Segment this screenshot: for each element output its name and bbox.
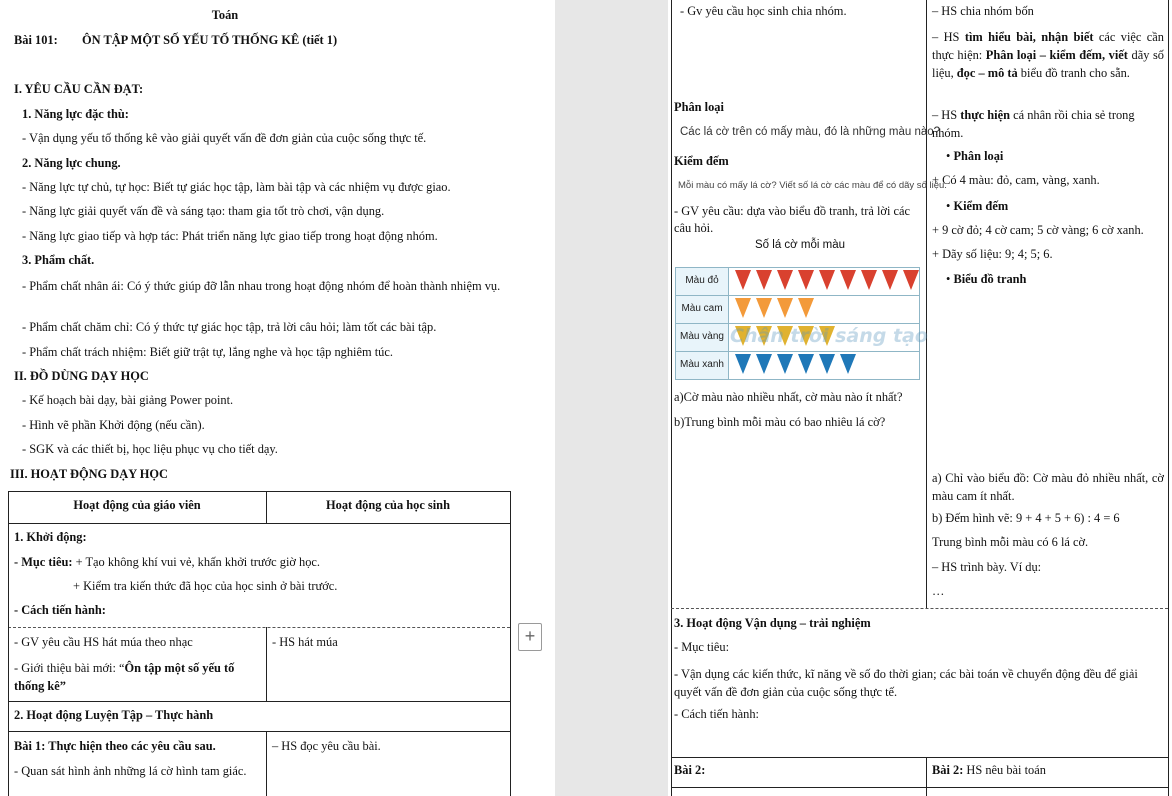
subject-title: Toán	[211, 8, 239, 22]
goal-a: + Tạo không khí vui vẻ, khấn khởi trước giờ học.	[75, 555, 321, 569]
chart-flag	[819, 354, 835, 374]
answer-a: a) Chỉ vào biểu đồ: Cờ màu đỏ nhiều nhất, cờ màu cam ít nhất.	[932, 471, 1164, 503]
chart-flag	[735, 270, 751, 290]
text-line: - Năng lực giải quyết vấn đề và sáng tạo: tham gia tốt trò chơi, vận dụng.	[22, 204, 385, 218]
lesson-number: Bài 101:	[14, 33, 58, 47]
text-line: - Năng lực giao tiếp và hợp tác: Phát triển năng lực giao tiếp trong hoạt động nhóm.	[22, 229, 438, 243]
ellipsis: …	[932, 584, 945, 598]
heading-count: Kiểm đếm	[674, 154, 729, 168]
section-materials: II. ĐỒ DÙNG DẠY HỌC	[14, 369, 149, 383]
teacher-step: - Gv yêu cầu học sinh chia nhóm.	[680, 4, 847, 18]
table-header-teacher: Hoạt động của giáo viên	[73, 498, 201, 512]
teacher-step-intro: - Giới thiệu bài mới: “Ôn tập một số yếu tố thống kê”	[14, 661, 235, 693]
text-line: - Phẩm chất nhân ái: Có ý thức giúp đỡ lẫn nhau trong hoạt động nhóm để hoàn thành nhiệm vụ.	[22, 279, 501, 293]
table-header-student: Hoạt động của học sinh	[326, 498, 450, 512]
goal-text: - Vận dụng các kiến thức, kĩ năng về số đo thời gian; các bài toán về chuyển động đều để giải quyết vấn đề đơn giản của cuộc sống thực tế.	[674, 667, 1138, 699]
chart-flag	[756, 270, 772, 290]
text-line: - Phẩm chất trách nhiệm: Biết giữ trật tự, lắng nghe và học tập nghiêm túc.	[22, 345, 393, 359]
chart-flag	[777, 270, 793, 290]
question-colors: Các lá cờ trên có mấy màu, đó là những màu nào?	[680, 126, 941, 138]
answer-classify: + Có 4 màu: đỏ, cam, vàng, xanh.	[932, 173, 1100, 187]
goal-label: - Mục tiêu:	[14, 555, 73, 569]
heading-specific-competence: 1. Năng lực đặc thù:	[22, 107, 129, 121]
heading-classify: Phân loại	[674, 100, 724, 114]
chart-flag	[777, 298, 793, 318]
heading-qualities: 3. Phẩm chất.	[22, 253, 95, 267]
chart-flag	[756, 354, 772, 374]
chart-flag	[840, 270, 856, 290]
chart-flag	[903, 270, 919, 290]
teacher-step: - GV yêu cầu HS hát múa theo nhạc	[14, 635, 193, 649]
question-b: b)Trung bình mỗi màu có bao nhiêu lá cờ?	[674, 415, 886, 429]
exercise-1-title: Bài 1: Thực hiện theo các yêu cầu sau.	[14, 739, 216, 753]
chart-flag	[798, 354, 814, 374]
goal-label: - Mục tiêu:	[674, 640, 730, 654]
row-warmup-heading: 1. Khởi động:	[14, 530, 87, 544]
text-line: - Năng lực tự chủ, tự học: Biết tự giác học tập, làm bài tập và các nhiệm vụ được giao.	[22, 180, 451, 194]
section-requirements: I. YÊU CẦU CẦN ĐẠT:	[14, 82, 144, 96]
chart-category-label: Màu xanh	[680, 359, 724, 370]
chart-category-label: Màu vàng	[680, 331, 724, 342]
teacher-step: - Quan sát hình ảnh những lá cờ hình tam giác.	[14, 764, 247, 778]
left-page	[0, 0, 555, 796]
student-present: – HS trình bày. Ví dụ:	[932, 560, 1042, 574]
chart-flag	[798, 298, 814, 318]
answer-count: + 9 cờ đỏ; 4 cờ cam; 5 cờ vàng; 6 cờ xanh.	[932, 223, 1144, 237]
method-label: - Cách tiến hành:	[674, 707, 759, 721]
answer-b-result: Trung bình mỗi màu có 6 lá cờ.	[932, 535, 1089, 549]
exercise-2-student: Bài 2: HS nêu bài toán	[932, 763, 1046, 777]
answer-b: b) Đếm hình vẽ: 9 + 4 + 5 + 6) : 4 = 6	[932, 511, 1120, 525]
answer-count-heading: • Kiểm đếm	[946, 199, 1009, 213]
text-line: - Vận dụng yếu tố thống kê vào giải quyết vấn đề đơn giản của cuộc sống thực tế.	[22, 131, 427, 145]
chart-flag	[777, 354, 793, 374]
answer-chart-heading: • Biểu đồ tranh	[946, 272, 1027, 286]
answer-classify-heading: • Phân loại	[946, 149, 1004, 163]
answer-sequence: + Dãy số liệu: 9; 4; 5; 6.	[932, 247, 1053, 261]
text-line: - Phẩm chất chăm chỉ: Có ý thức tự giác học tập, trả lời câu hỏi; làm tốt các bài tập.	[22, 320, 437, 334]
chart-flag	[735, 354, 751, 374]
text-line: - SGK và các thiết bị, học liệu phục vụ cho tiết dạy.	[22, 442, 278, 456]
add-section-button[interactable]: +	[518, 623, 542, 651]
exercise-2-title: Bài 2:	[674, 763, 706, 777]
chart-title: Số lá cờ mỗi màu	[755, 239, 845, 251]
student-step-understand: – HS tìm hiểu bài, nhận biết các việc cần thực hiện: Phân loại – kiểm đếm, viết dãy số liệu, đọc – mô tả biểu đồ tranh cho sẵn.	[932, 30, 1165, 80]
row-practice-heading: 2. Hoạt động Luyện Tập – Thực hành	[14, 708, 214, 722]
method-label: - Cách tiến hành:	[14, 603, 106, 617]
chart-flag	[819, 270, 835, 290]
student-step: – HS đọc yêu cầu bài.	[272, 739, 381, 753]
student-step-do: – HS thực hiện cá nhân rồi chia sẻ trong nhóm.	[932, 108, 1135, 140]
section-activities: III. HOẠT ĐỘNG DẠY HỌC	[10, 467, 168, 481]
teacher-step-answer: - GV yêu cầu: dựa vào biểu đồ tranh, trả lời các câu hỏi.	[674, 204, 910, 235]
chart-flag	[882, 270, 898, 290]
goal-b: + Kiểm tra kiến thức đã học của học sinh ở bài trước.	[73, 579, 338, 593]
chart-flag	[861, 270, 877, 290]
text-line: - Hình vẽ phần Khởi động (nếu cần).	[22, 418, 205, 432]
chart-category-label: Màu cam	[681, 303, 723, 314]
text-line: - Kế hoạch bài dạy, bài giảng Power point.	[22, 393, 234, 407]
chart-flag	[756, 298, 772, 318]
student-step: – HS chia nhóm bốn	[932, 4, 1034, 18]
lesson-title: ÔN TẬP MỘT SỐ YẾU TỐ THỐNG KÊ (tiết 1)	[82, 33, 338, 47]
watermark-text: Chân trời sáng tạo	[730, 325, 928, 347]
question-a: a)Cờ màu nào nhiều nhất, cờ màu nào ít nhất?	[674, 390, 903, 404]
chart-category-label: Màu đỏ	[685, 275, 719, 286]
chart-flag	[735, 298, 751, 318]
student-step: - HS hát múa	[272, 635, 338, 649]
row-application-heading: 3. Hoạt động Vận dụng – trải nghiệm	[674, 616, 871, 630]
chart-flag	[840, 354, 856, 374]
chart-flag	[798, 270, 814, 290]
heading-general-competence: 2. Năng lực chung.	[22, 156, 121, 170]
question-count: Mỗi màu có mấy lá cờ? Viết số lá cờ các màu để có dãy số liệu.	[678, 180, 947, 191]
